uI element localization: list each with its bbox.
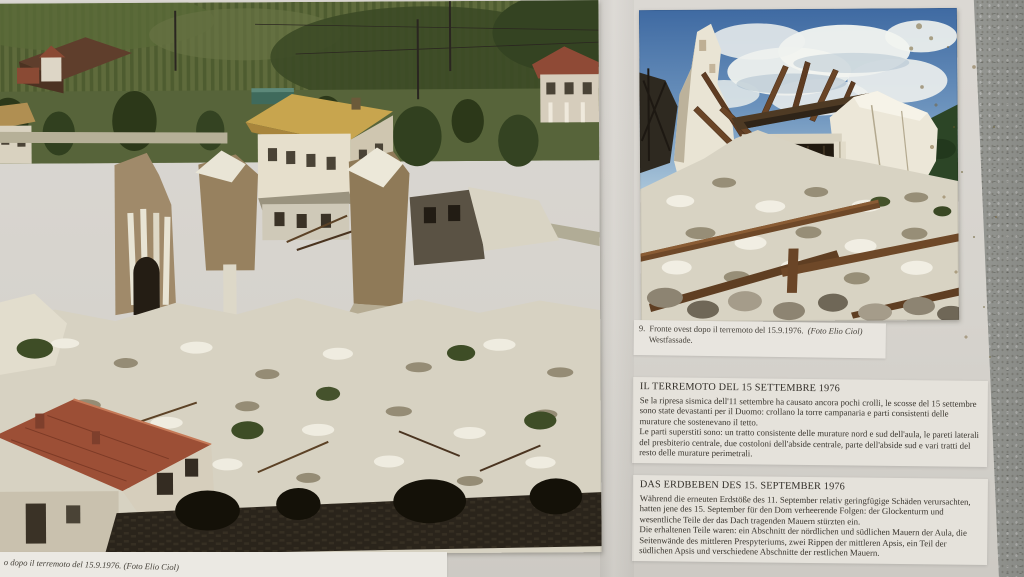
german-text-sheet	[632, 475, 988, 565]
right-caption-number: 9.	[638, 323, 646, 334]
left-photo-caption	[0, 552, 447, 577]
right-caption-credit: (Foto Elio Ciol)	[807, 325, 863, 337]
paper-crease	[600, 0, 634, 577]
right-photo-illustration	[639, 8, 959, 322]
german-paragraph-1: Während die erneuten Erdstöße des 11. September relativ geringfügige Schäden verursachten, hatten jene des 15. September für den Dom verheerende Folgen: der Glockenturm und wesentliche Teile der das Dach tragenden Mauern stürzten ein.	[639, 493, 971, 527]
italian-paragraph-2: Le parti superstiti sono: un tratto consistente delle murature nord e sud dell'aula, le pareti laterali del presbiterio centrale, due costoloni dell'abside centrale, parte dell'abside sud e vari tratti del resto delle murature perimetrali.	[639, 426, 980, 459]
left-photo-caption-text: o dopo il terremoto del 15.9.1976. (Foto Elio Ciol)	[3, 557, 180, 573]
italian-title: IL TERREMOTO DEL 15 SETTEMBRE 1976	[639, 381, 841, 395]
right-photo-west-front	[639, 8, 959, 322]
right-caption-text: Fronte ovest dopo il terremoto del 15.9.1976.	[649, 323, 804, 336]
italian-paragraph-1: Se la ripresa sismica dell'11 settembre ha causato ancora pochi crolli, le scosse del 15 settembre sono state devastanti per il Duomo: crollano la torre campanaria e parti consistenti delle murature che sostenevano il tetto.	[639, 395, 977, 428]
german-paragraph-2: Die erhaltenen Teile waren: ein Abschnitt der nördlichen und südlichen Mauern der Aula, die Seitenwände des mittleren Prespyteriums, zwei Rippen der mittleren Apsis, ein Teil der südlichen Apsis und verschiedene Abschnitte der restlichen Mauern.	[639, 524, 967, 558]
right-caption-translation: Westfassade.	[648, 333, 693, 345]
german-title: DAS ERDBEBEN DES 15. SEPTEMBER 1976	[639, 479, 846, 493]
right-photo-caption	[634, 320, 886, 359]
italian-text-sheet	[632, 377, 988, 467]
